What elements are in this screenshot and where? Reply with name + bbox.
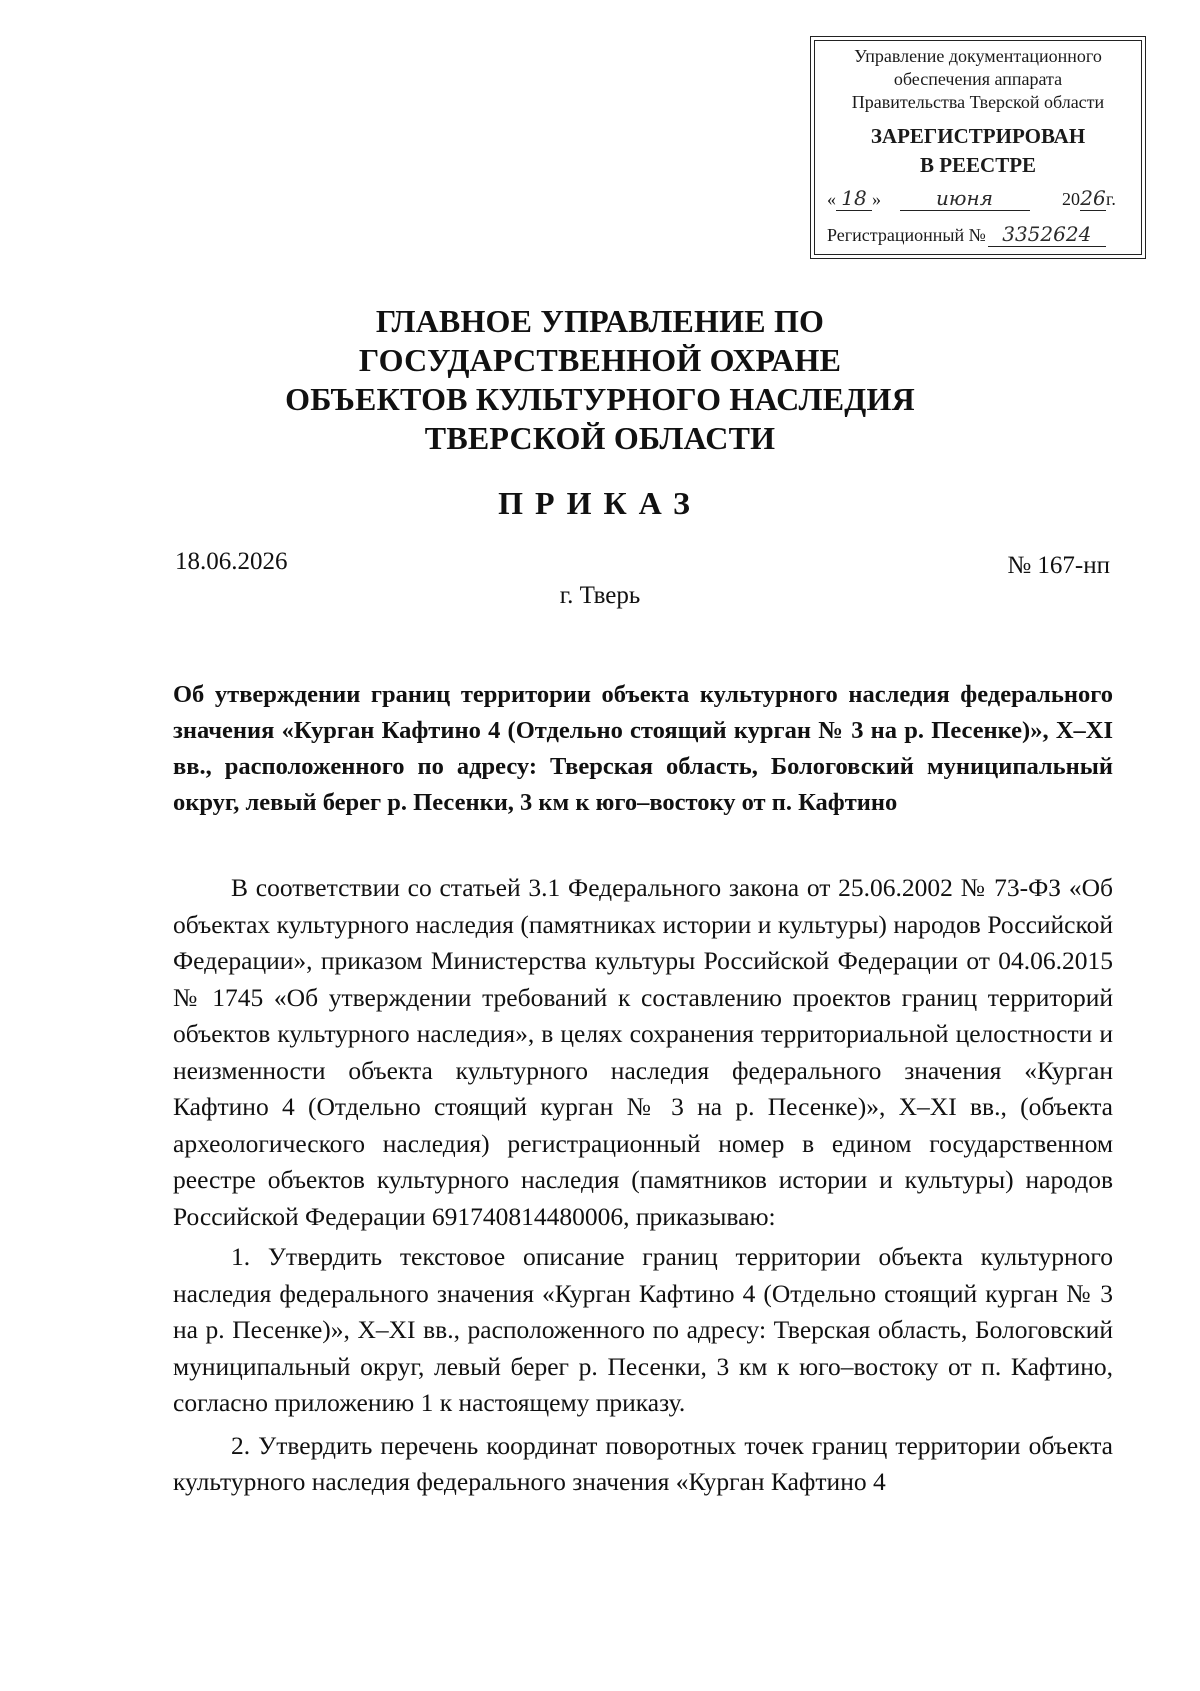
document-title: Об утверждении границ территории объекта культурного наследия федерального значения «Курган Кафтино 4 (Отдельно стоящий курган № 3 на р. Песенке)», X–XI вв., расположенного по адресу: Тверская область, Бологовский муниципальный округ, левый берег р. Песенки, 3 км к юго–востоку от п. Кафтино	[173, 681, 1113, 816]
stamp-registered-label: ЗАРЕГИСТРИРОВАН	[870, 124, 1086, 148]
stamp-org-line: Управление документационного	[854, 46, 1102, 66]
stamp-date-year-prefix: 20	[1062, 189, 1080, 209]
stamp-date-year: 26	[1080, 186, 1106, 210]
document-type: ПРИКАЗ	[498, 485, 702, 521]
stamp-date-quote: »	[872, 189, 881, 209]
registration-stamp	[814, 40, 1142, 255]
stamp-date-year-unit: г.	[1106, 189, 1116, 209]
order-item-1: 1. Утвердить текстовое описание границ территории объекта культурного наследия федерального значения «Курган Кафтино 4 (Отдельно стоящий курган № 3 на р. Песенке)», X–XI вв., расположенного по адресу: Тверская область, Бологовский муниципальный округ, левый берег р. Песенки, 3 км к юго–востоку от п. Кафтино, согласно приложению 1 к настоящему приказу.	[173, 1242, 1113, 1417]
document-number: № 167-нп	[1007, 552, 1110, 579]
stamp-date-month: июня	[900, 187, 1030, 211]
order-item-2: 2. Утвердить перечень координат поворотных точек границ территории объекта культурного наследия федерального значения «Курган Кафтино 4	[173, 1430, 1113, 1496]
stamp-org-line: обеспечения аппарата	[893, 69, 1063, 89]
document-city: г. Тверь	[559, 582, 641, 609]
stamp-reg-number-line	[827, 223, 1131, 249]
agency-name-line: ГЛАВНОЕ УПРАВЛЕНИЕ ПО	[375, 303, 825, 339]
preamble-paragraph: В соответствии со статьей 3.1 Федерального закона от 25.06.2002 № 73-ФЗ «Об объектах культурного наследия (памятниках истории и культуры) народов Российской Федерации», приказом Министерства культуры Российской Федерации от 04.06.2015 № 1745 «Об утверждении требований к составлению проектов границ территорий объектов культурного наследия», в целях сохранения территориальной целостности и неизменности объекта культурного наследия федерального значения «Курган Кафтино 4 (Отдельно стоящий курган № 3 на р. Песенке)», X–XI вв., (объекта археологического наследия) регистрационный номер в едином государственном реестре объектов культурного наследия (памятников истории и культуры) народов Российской Федерации 691740814480006, приказываю:	[173, 873, 1113, 1231]
stamp-reg-label: Регистрационный №	[827, 225, 986, 245]
stamp-date	[827, 187, 1131, 215]
agency-name-line: ГОСУДАРСТВЕННОЙ ОХРАНЕ	[358, 342, 842, 378]
agency-name-line: ТВЕРСКОЙ ОБЛАСТИ	[424, 420, 776, 456]
document-body	[173, 870, 1113, 1507]
stamp-reg-number: 3352624	[988, 223, 1106, 247]
stamp-registered-label: В РЕЕСТРЕ	[919, 153, 1037, 177]
stamp-date-quote: «	[827, 189, 836, 209]
stamp-org-line: Правительства Тверской области	[851, 92, 1105, 112]
document-date: 18.06.2026	[175, 548, 288, 575]
agency-name-line: ОБЪЕКТОВ КУЛЬТУРНОГО НАСЛЕДИЯ	[285, 381, 915, 417]
agency-name	[150, 302, 1050, 458]
stamp-date-day: 18	[836, 187, 872, 211]
